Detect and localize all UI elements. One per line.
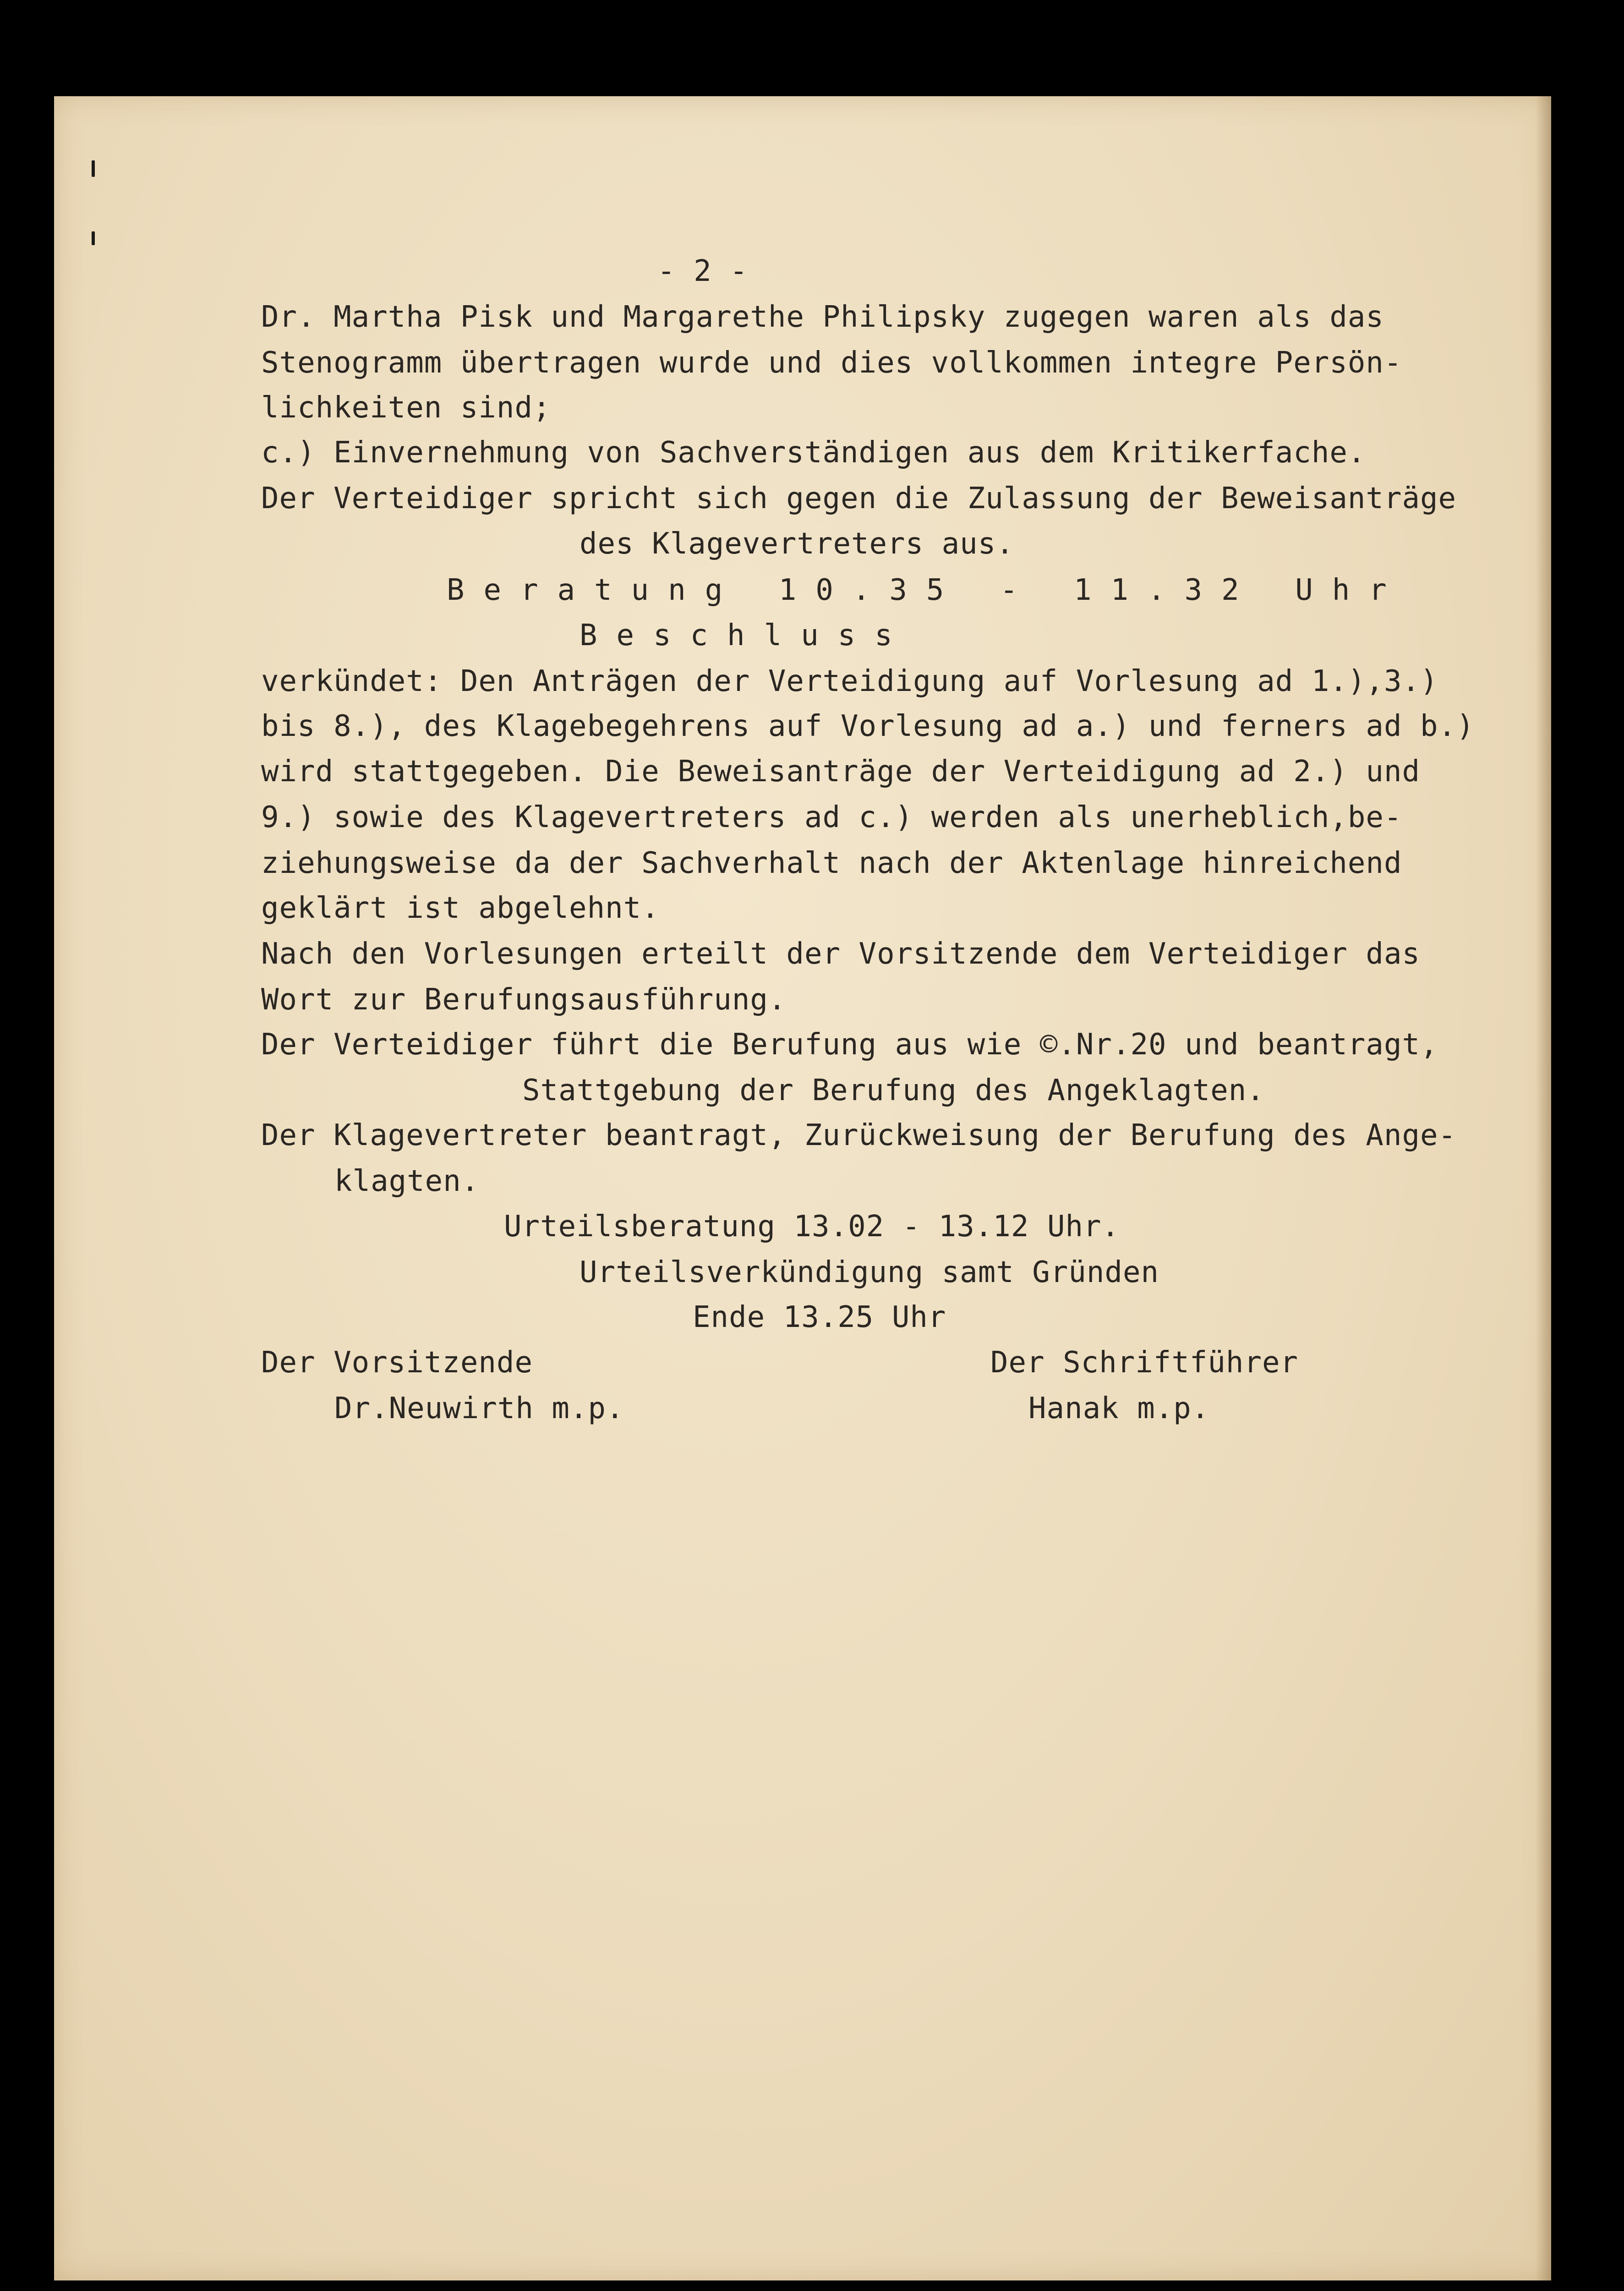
signature-name-chair: Dr.Neuwirth m.p. [334,1392,624,1425]
text-line: Urteilsverkündigung samt Gründen [580,1255,1159,1289]
text-line: ziehungsweise da der Sachverhalt nach der Aktenlage hinreichend [261,846,1402,880]
text-line: Der Verteidiger spricht sich gegen die Zulassung der Beweisanträge [261,482,1457,515]
signature-title-clerk: Der Schriftführer [990,1346,1299,1380]
text-line: Wort zur Berufungsausführung. [261,983,787,1017]
signature-name-clerk: Hanak m.p. [1028,1392,1210,1425]
text-line: Ende 13.25 Uhr [693,1300,946,1334]
text-line: Der Klagevertreter beantragt, Zurückweisung der Berufung des Ange- [261,1118,1457,1152]
text-line: klagten. [334,1164,480,1198]
text-line: geklärt ist abgelehnt. [261,891,660,925]
signature-title-chair: Der Vorsitzende [261,1346,533,1380]
text-line: wird stattgegeben. Die Beweisanträge der Verteidigung ad 2.) und [261,755,1420,789]
page-number: - 2 - [657,254,748,288]
heading-beschluss: Beschluss [580,619,912,652]
heading-beratung: Beratung 10.35 - 11.32 Uhr [447,573,1406,607]
text-line: verkündet: Den Anträgen der Verteidigung auf Vorlesung ad 1.),3.) [261,664,1438,698]
text-line: Dr. Martha Pisk und Margarethe Philipsky zugegen waren als das [261,300,1384,334]
text-line: Nach den Vorlesungen erteilt der Vorsitzende dem Verteidiger das [261,937,1420,971]
text-line: Stenogramm übertragen wurde und dies vollkommen integre Persön- [261,346,1402,380]
text-line: bis 8.), des Klagebegehrens auf Vorlesung ad a.) und ferners ad b.) [261,709,1475,743]
text-line: Urteilsberatung 13.02 - 13.12 Uhr. [504,1210,1120,1244]
text-line: lichkeiten sind; [261,391,551,425]
text-line: 9.) sowie des Klagevertreters ad c.) werden als unerheblich,be- [261,800,1402,834]
text-line: c.) Einvernehmung von Sachverständigen aus dem Kritikerfache. [261,436,1366,470]
text-line: Der Verteidiger führt die Berufung aus wie ©.Nr.20 und beantragt, [261,1028,1438,1062]
text-line: Stattgebung der Berufung des Angeklagten. [522,1074,1265,1107]
text-line: des Klagevertreters aus. [580,527,1014,561]
